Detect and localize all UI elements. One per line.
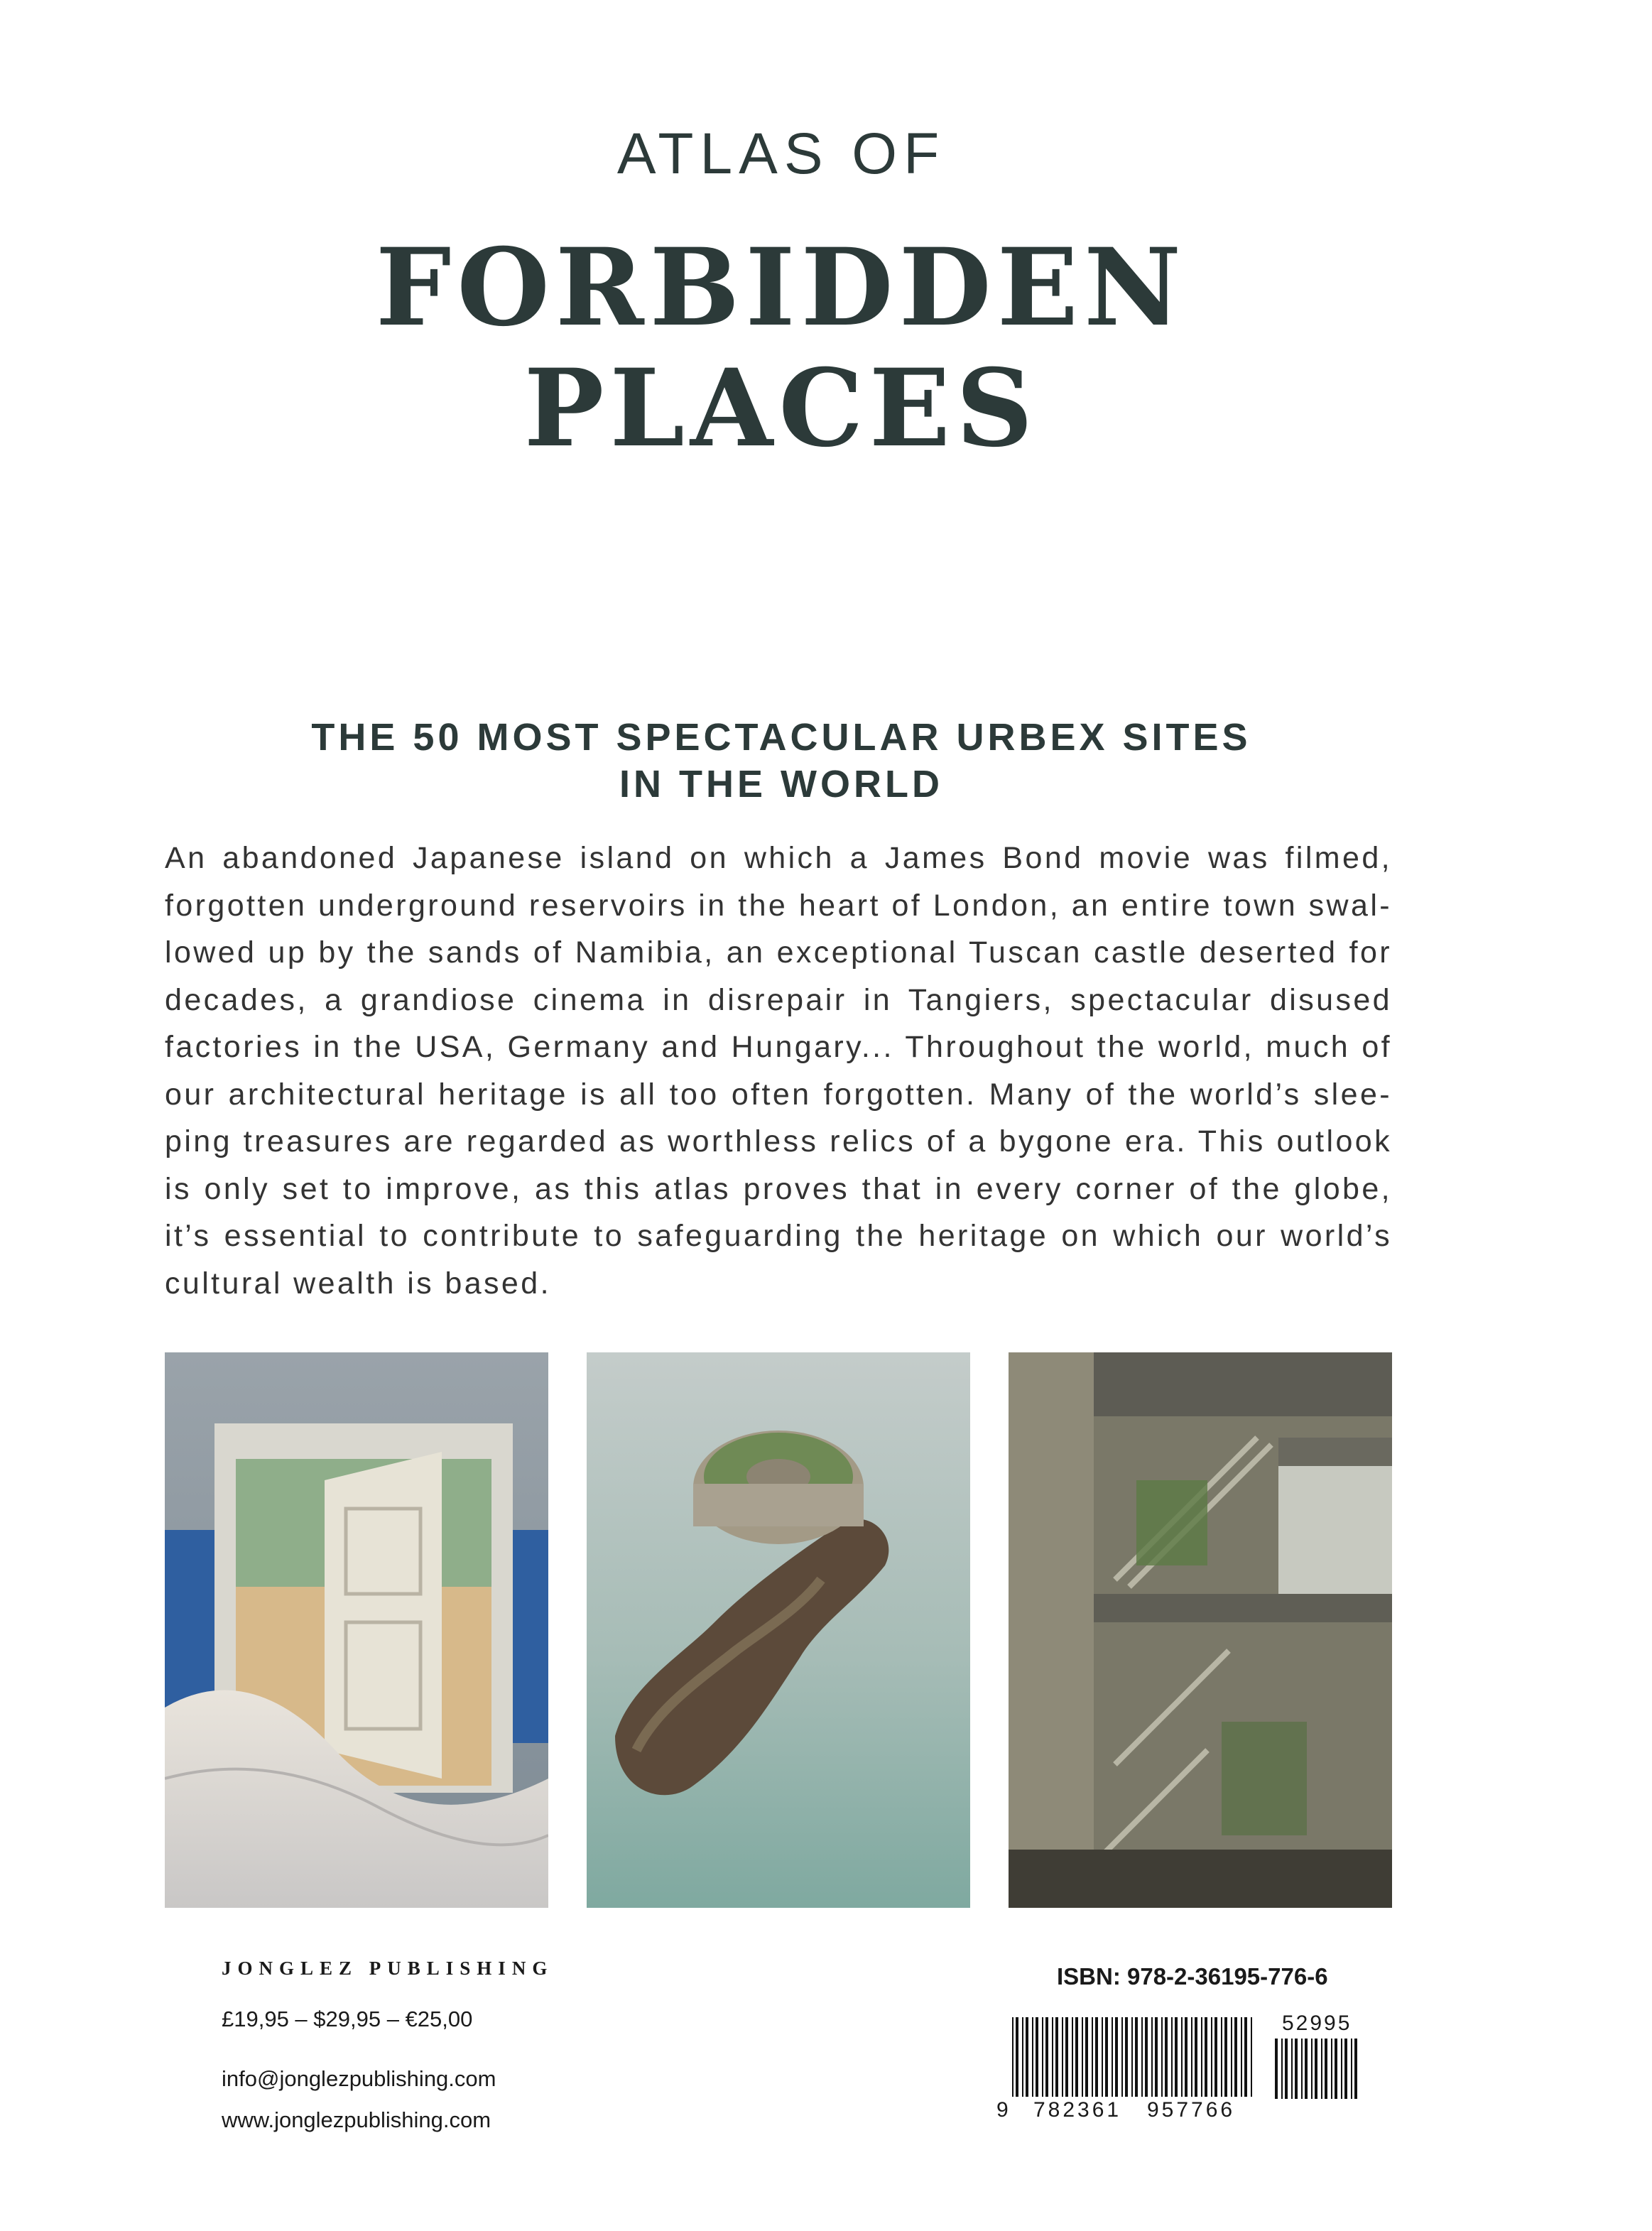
barcode-stripe bbox=[1155, 2017, 1158, 2097]
barcode-stripe bbox=[1082, 2017, 1083, 2097]
barcode-stripe bbox=[1211, 2017, 1212, 2097]
barcode-stripe bbox=[1102, 2017, 1103, 2097]
barcode-stripe bbox=[1022, 2017, 1023, 2097]
barcode-stripe bbox=[1165, 2017, 1168, 2097]
barcode-stripe bbox=[1244, 2017, 1247, 2097]
contact-email: info@jonglezpublishing.com bbox=[222, 2066, 496, 2091]
barcode-stripe bbox=[1012, 2017, 1014, 2097]
barcode-stripe bbox=[1171, 2017, 1173, 2097]
barcode-stripe bbox=[1275, 2039, 1278, 2099]
barcode-stripe bbox=[1181, 2017, 1183, 2097]
price-code-bars bbox=[1275, 2039, 1357, 2099]
barcode-stripe bbox=[1045, 2017, 1048, 2097]
barcode-stripe bbox=[1205, 2017, 1207, 2097]
barcode-stripe bbox=[1224, 2017, 1227, 2097]
barcode-stripe bbox=[1241, 2017, 1242, 2097]
barcode-stripe bbox=[1325, 2039, 1327, 2099]
barcode-stripe bbox=[1145, 2017, 1148, 2097]
barcode-stripe bbox=[1062, 2017, 1063, 2097]
subtitle-line-2: IN THE WORLD bbox=[619, 763, 943, 805]
book-title-line-2: PLACES bbox=[523, 346, 1039, 471]
barcode-stripe bbox=[1105, 2017, 1108, 2097]
barcode-stripe bbox=[1141, 2017, 1143, 2097]
barcode-stripe bbox=[1321, 2039, 1322, 2099]
barcode-stripe bbox=[1295, 2039, 1298, 2099]
barcode-stripe bbox=[1251, 2017, 1252, 2097]
barcode-stripe bbox=[1305, 2039, 1308, 2099]
barcode-stripe bbox=[1131, 2017, 1133, 2097]
barcode-stripe bbox=[1052, 2017, 1053, 2097]
barcode-stripe bbox=[1354, 2039, 1357, 2099]
barcode-stripe bbox=[1201, 2017, 1202, 2097]
barcode-stripe bbox=[1351, 2039, 1352, 2099]
barcode-price-code: 52995 bbox=[1282, 2012, 1352, 2035]
barcode-stripe bbox=[1016, 2017, 1018, 2097]
barcode-stripe bbox=[1221, 2017, 1222, 2097]
barcode-stripe bbox=[1311, 2039, 1313, 2099]
barcode-stripe bbox=[1335, 2039, 1337, 2099]
book-title-line-1: FORBIDDEN bbox=[375, 225, 1188, 350]
barcode-stripe bbox=[1036, 2017, 1038, 2097]
subtitle bbox=[0, 714, 1563, 808]
barcode-stripe bbox=[1075, 2017, 1078, 2097]
photo-abandoned-staircase bbox=[1009, 1352, 1392, 1908]
barcode-digit-first: 9 bbox=[996, 2098, 1009, 2122]
barcode-stripe bbox=[1055, 2017, 1058, 2097]
barcode-stripe bbox=[1125, 2017, 1128, 2097]
barcode-stripe bbox=[1291, 2039, 1293, 2099]
barcode-stripe bbox=[1285, 2039, 1288, 2099]
subtitle-line-1: THE 50 MOST SPECTACULAR URBEX SITES bbox=[311, 716, 1251, 759]
barcode-stripe bbox=[1195, 2017, 1197, 2097]
barcode-stripe bbox=[1112, 2017, 1113, 2097]
barcode-stripe bbox=[1301, 2039, 1303, 2099]
barcode-stripe bbox=[1115, 2017, 1118, 2097]
barcode-stripe bbox=[1341, 2039, 1342, 2099]
barcode-stripe bbox=[1315, 2039, 1317, 2099]
barcode-stripe bbox=[1281, 2039, 1283, 2099]
barcode-stripe bbox=[1026, 2017, 1028, 2097]
blurb-text: An abandoned Japanese island on which a James Bond movie was filmed, forgotten underground reservoirs in the heart of London, an entire town swal-lowed up by the sands of Namibia, an exceptional Tuscan castle deserted for decades, a grandiose cinema in disrepair in Tangiers, spectacular disused factories in the USA, Germany and Hungary... Throughout the world, much of our architectural heritage is all too often forgotten. Many of the world’s slee-ping treasures are regarded as worthless relics of a bygone era. This outlook is only set to improve, as this atlas proves that in every corner of the globe, it’s essential to contribute to safeguarding the heritage on which our world’s cultural wealth is based. bbox=[165, 841, 1392, 1301]
barcode-stripe bbox=[1214, 2017, 1217, 2097]
barcode-stripe bbox=[1085, 2017, 1088, 2097]
barcode-stripe bbox=[1191, 2017, 1192, 2097]
barcode-stripe bbox=[1065, 2017, 1068, 2097]
barcode-bars bbox=[1012, 2017, 1252, 2097]
photo-sea-fort bbox=[587, 1352, 970, 1908]
barcode-digits-right: 957766 bbox=[1147, 2098, 1236, 2122]
barcode-stripe bbox=[1072, 2017, 1073, 2097]
barcode-stripe bbox=[1234, 2017, 1237, 2097]
barcode-stripe bbox=[1161, 2017, 1163, 2097]
barcode-digits-left: 782361 bbox=[1033, 2098, 1122, 2122]
barcode-stripe bbox=[1121, 2017, 1123, 2097]
photo-sand-filled-room bbox=[165, 1352, 548, 1908]
website-url: www.jonglezpublishing.com bbox=[222, 2107, 491, 2132]
title-prefix: ATLAS OF bbox=[616, 121, 946, 186]
barcode-stripe bbox=[1032, 2017, 1033, 2097]
barcode-stripe bbox=[1175, 2017, 1178, 2097]
barcode-stripe bbox=[1331, 2039, 1332, 2099]
barcode-stripe bbox=[1344, 2039, 1347, 2099]
isbn-barcode bbox=[984, 2010, 1367, 2124]
barcode-stripe bbox=[1042, 2017, 1043, 2097]
barcode-stripe bbox=[1092, 2017, 1093, 2097]
barcode-stripe bbox=[1185, 2017, 1188, 2097]
barcode-stripe bbox=[1095, 2017, 1098, 2097]
barcode-stripe bbox=[1135, 2017, 1138, 2097]
publisher-logo: JONGLEZ PUBLISHING bbox=[222, 1958, 554, 1979]
price: £19,95 – $29,95 – €25,00 bbox=[222, 2007, 473, 2031]
barcode-stripe bbox=[1151, 2017, 1153, 2097]
barcode-stripe bbox=[1231, 2017, 1232, 2097]
isbn-label: ISBN: 978-2-36195-776-6 bbox=[1057, 1963, 1328, 1990]
